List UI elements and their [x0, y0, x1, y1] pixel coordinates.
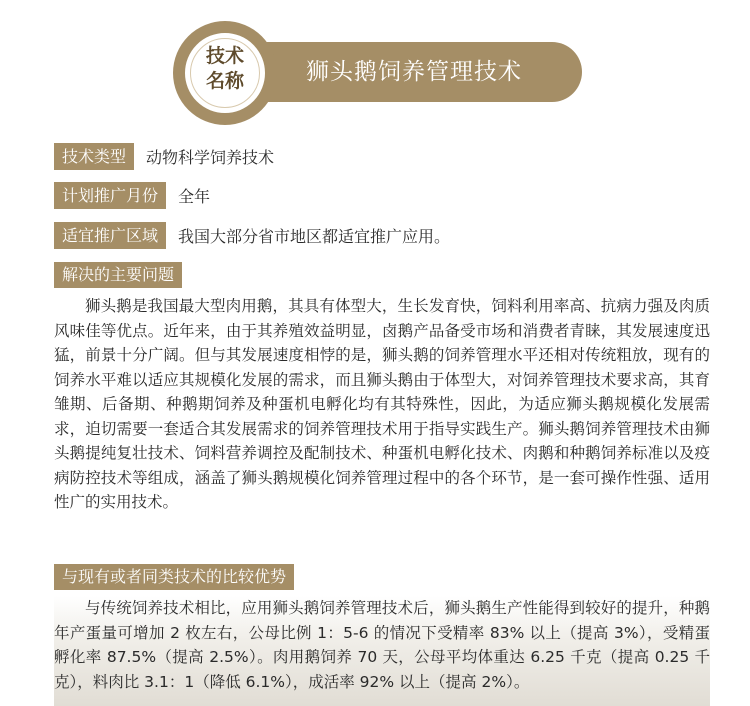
- info-value-region: 我国大部分省市地区都适宜推广应用。: [178, 227, 451, 246]
- info-row-type: [54, 143, 274, 170]
- section-text-advantages: 与传统饲养技术相比，应用狮头鹅饲养管理技术后，狮头鹅生产性能得到较好的提升，种鹅年产蛋量可增加 2 枚左右，公母比例 1：5-6 的情况下受精率 83% 以上（提高 3%），受精蛋孵化率 87.5%（提高 2.5%）。肉用鹅饲养 70 天，公母平均体重达 6.25 千克（提高 0.25 千克），料肉比 3.1：1（降低 6.1%），成活率 92% 以上（提高 2%）。: [54, 599, 710, 691]
- info-value-month: 全年: [178, 187, 211, 206]
- section-text-problems: 狮头鹅是我国最大型肉用鹅，其具有体型大，生长发育快，饲料利用率高、抗病力强及肉质风味佳等优点。近年来，由于其养殖效益明显，卤鹅产品备受市场和消费者青睐，其发展速度迅猛，前景十分广阔。但与其发展速度相悖的是，狮头鹅的饲养管理水平还相对传统粗放，现有的饲养水平难以适应其规模化发展的需求，而且狮头鹅由于体型大，对饲养管理技术要求高，其育雏期、后备期、种鹅期饲养及种蛋机电孵化均有其特殊性，因此，为适应狮头鹅规模化发展需求，迫切需要一套适合其发展需求的饲养管理技术用于指导实践生产。狮头鹅饲养管理技术由狮头鹅提纯复壮技术、饲料营养调控及配制技术、种蛋机电孵化技术、肉鹅和种鹅饲养标准以及疫病防控技术等组成，涵盖了狮头鹅规模化饲养管理过程中的各个环节，是一套可操作性强、适用性广的实用技术。: [54, 297, 710, 511]
- badge-line-2: 名称: [205, 70, 244, 92]
- info-label-month: 计划推广月份: [54, 182, 166, 209]
- info-row-region: [54, 222, 450, 249]
- badge-line-1: 技术: [205, 45, 244, 67]
- info-label-region: 适宜推广区域: [54, 222, 166, 249]
- info-value-type: 动物科学饲养技术: [146, 148, 275, 167]
- page-title: 狮头鹅饲养管理技术: [306, 59, 522, 85]
- info-row-month: [54, 182, 210, 209]
- info-label-type: 技术类型: [54, 143, 134, 170]
- title-badge-text: [185, 44, 265, 94]
- section-heading-advantages: 与现有或者同类技术的比较优势: [54, 564, 294, 590]
- section-heading-problems: 解决的主要问题: [54, 262, 182, 288]
